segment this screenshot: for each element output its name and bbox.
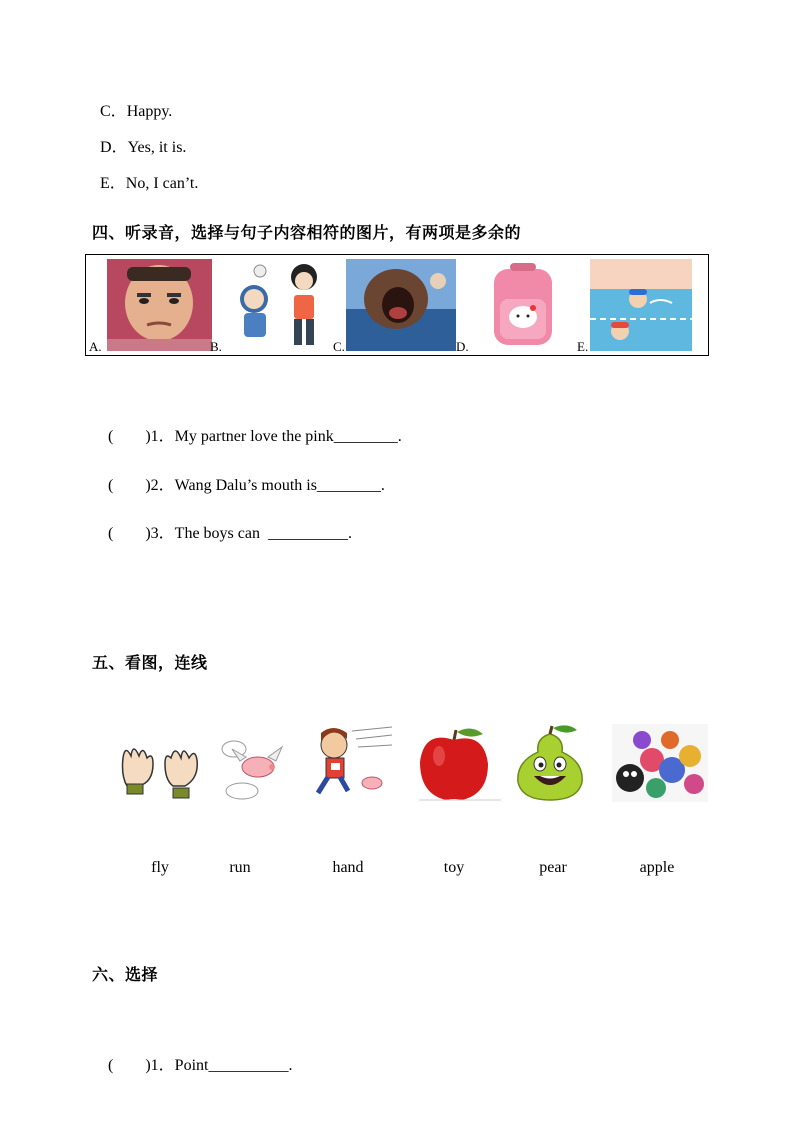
- question-text: 1．Point__________.: [150, 1057, 293, 1074]
- word-toy[interactable]: toy: [443, 859, 465, 876]
- pink-backpack-photo: [470, 259, 578, 351]
- section-6-heading: 六、选择: [92, 965, 159, 984]
- picture-strip: [85, 254, 709, 356]
- question-4-2: [100, 454, 385, 495]
- word-hand[interactable]: hand: [332, 859, 364, 876]
- section-4-heading: 四、听录音，选择与句子内容相符的图片，有两项是多余的: [92, 223, 522, 242]
- option-text: Yes, it is.: [127, 139, 187, 156]
- word-run[interactable]: run: [229, 859, 251, 876]
- section-5-heading: 五、看图，连线: [92, 653, 208, 672]
- picture-label-d: D.: [456, 339, 469, 354]
- question-4-1: [100, 405, 402, 446]
- question-text: 3．The boys can __________.: [150, 525, 352, 542]
- picture-label-e: E.: [577, 339, 589, 354]
- option-letter: C: [100, 103, 111, 120]
- option-text: Happy.: [126, 103, 173, 120]
- option-letter: D: [100, 139, 112, 156]
- open-mouth-photo: [346, 259, 456, 351]
- apple-icon: [405, 726, 503, 802]
- answer-bracket[interactable]: ( ): [108, 477, 151, 494]
- cartoon-kids-picture: [224, 259, 326, 351]
- option-e: E．No, I can’t.: [100, 175, 199, 192]
- question-4-3: [100, 502, 352, 543]
- pear-icon: [510, 722, 590, 802]
- option-letter: E: [100, 175, 110, 192]
- picture-label-a: A.: [89, 339, 102, 354]
- picture-label-c: C.: [333, 339, 345, 354]
- word-apple[interactable]: apple: [639, 859, 675, 876]
- option-d: D．Yes, it is.: [100, 139, 187, 156]
- hands-icon: [113, 734, 205, 800]
- option-c: C．Happy.: [100, 103, 173, 120]
- word-pear[interactable]: pear: [539, 859, 567, 876]
- word-fly[interactable]: fly: [151, 859, 169, 876]
- picture-label-b: B.: [210, 339, 222, 354]
- swimming-boys-picture: [590, 259, 692, 351]
- question-text: 2．Wang Dalu’s mouth is________.: [150, 477, 385, 494]
- question-text: 1．My partner love the pink________.: [150, 428, 402, 445]
- answer-bracket[interactable]: ( ): [108, 428, 151, 445]
- man-face-photo: [107, 259, 212, 351]
- option-text: No, I can’t.: [125, 175, 199, 192]
- question-6-1: [100, 1034, 292, 1075]
- toys-icon: [612, 724, 708, 802]
- answer-bracket[interactable]: ( ): [108, 525, 151, 542]
- running-boy-icon: [306, 725, 392, 801]
- answer-bracket[interactable]: ( ): [108, 1057, 151, 1074]
- flying-pig-icon: [218, 733, 294, 801]
